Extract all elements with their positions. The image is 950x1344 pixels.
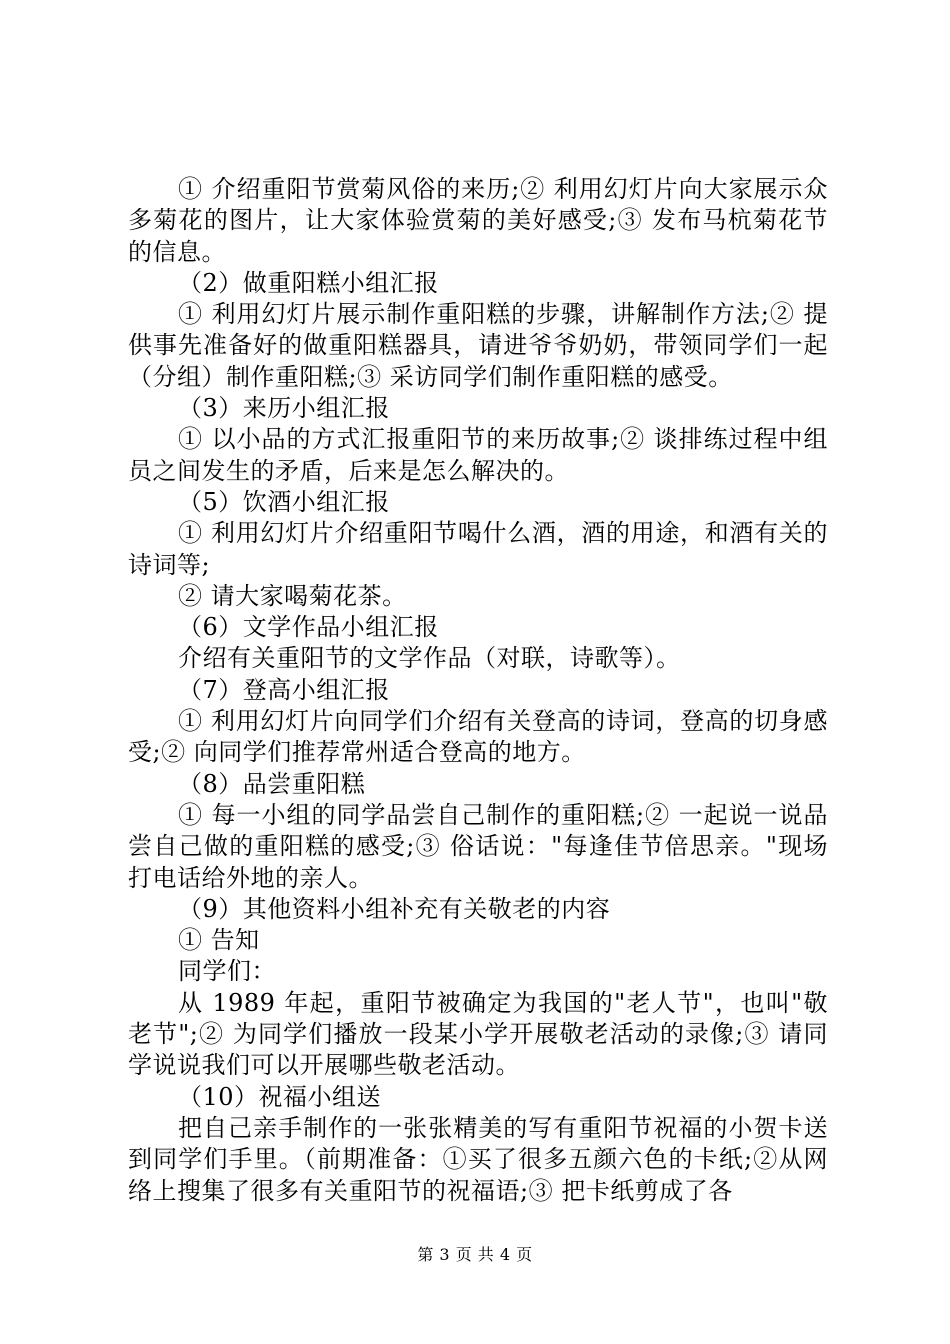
- paragraph: ① 介绍重阳节赏菊风俗的来历;② 利用幻灯片向大家展示众多菊花的图片，让大家体验赏菊的美好感受;③ 发布马杭菊花节的信息。: [128, 175, 828, 266]
- paragraph: ① 告知: [178, 926, 260, 955]
- paragraph: ① 以小品的方式汇报重阳节的来历故事;② 谈排练过程中组员之间发生的矛盾，后来是怎么解决的。: [128, 425, 828, 485]
- section-heading: （5）饮酒小组汇报: [178, 487, 390, 516]
- paragraph: ① 利用幻灯片介绍重阳节喝什么酒，酒的用途，和酒有关的诗词等;: [128, 519, 828, 579]
- paragraph: 介绍有关重阳节的文学作品（对联，诗歌等）。: [178, 644, 681, 673]
- paragraph: 同学们：: [178, 957, 276, 986]
- section-heading: （8）品尝重阳糕: [178, 769, 366, 798]
- page-footer: 第 3 页 共 4 页: [417, 1245, 533, 1264]
- body-text: [128, 174, 828, 1207]
- paragraph: ② 请大家喝菊花茶。: [178, 581, 407, 610]
- paragraph: ① 每一小组的同学品尝自己制作的重阳糕;② 一起说一说品尝自己做的重阳糕的感受;③ 俗话说："每逢佳节倍思亲。"现场打电话给外地的亲人。: [128, 800, 828, 892]
- section-heading: （10）祝福小组送: [178, 1082, 382, 1111]
- paragraph: ① 利用幻灯片展示制作重阳糕的步骤，讲解制作方法;② 提供事先准备好的做重阳糕器具，请进爷爷奶奶，带领同学们一起（分组）制作重阳糕;③ 采访同学们制作重阳糕的感受。: [128, 300, 828, 391]
- section-heading: （9）其他资料小组补充有关敬老的内容: [178, 894, 611, 923]
- section-heading: （3）来历小组汇报: [178, 394, 390, 423]
- paragraph: ① 利用幻灯片向同学们介绍有关登高的诗词，登高的切身感受;② 向同学们推荐常州适合登高的地方。: [128, 707, 828, 767]
- paragraph: 从 1989 年起，重阳节被确定为我国的"老人节"，也叫"敬老节";② 为同学们播放一段某小学开展敬老活动的录像;③ 请同学说说我们可以开展哪些敬老活动。: [128, 988, 828, 1080]
- section-heading: （7）登高小组汇报: [178, 675, 390, 704]
- section-heading: （6）文学作品小组汇报: [178, 613, 439, 642]
- paragraph: 把自己亲手制作的一张张精美的写有重阳节祝福的小贺卡送到同学们手里。（前期准备：①买了很多五颜六色的卡纸;②从网络上搜集了很多有关重阳节的祝福语;③ 把卡纸剪成了各: [128, 1113, 828, 1205]
- section-heading: （2）做重阳糕小组汇报: [178, 268, 439, 297]
